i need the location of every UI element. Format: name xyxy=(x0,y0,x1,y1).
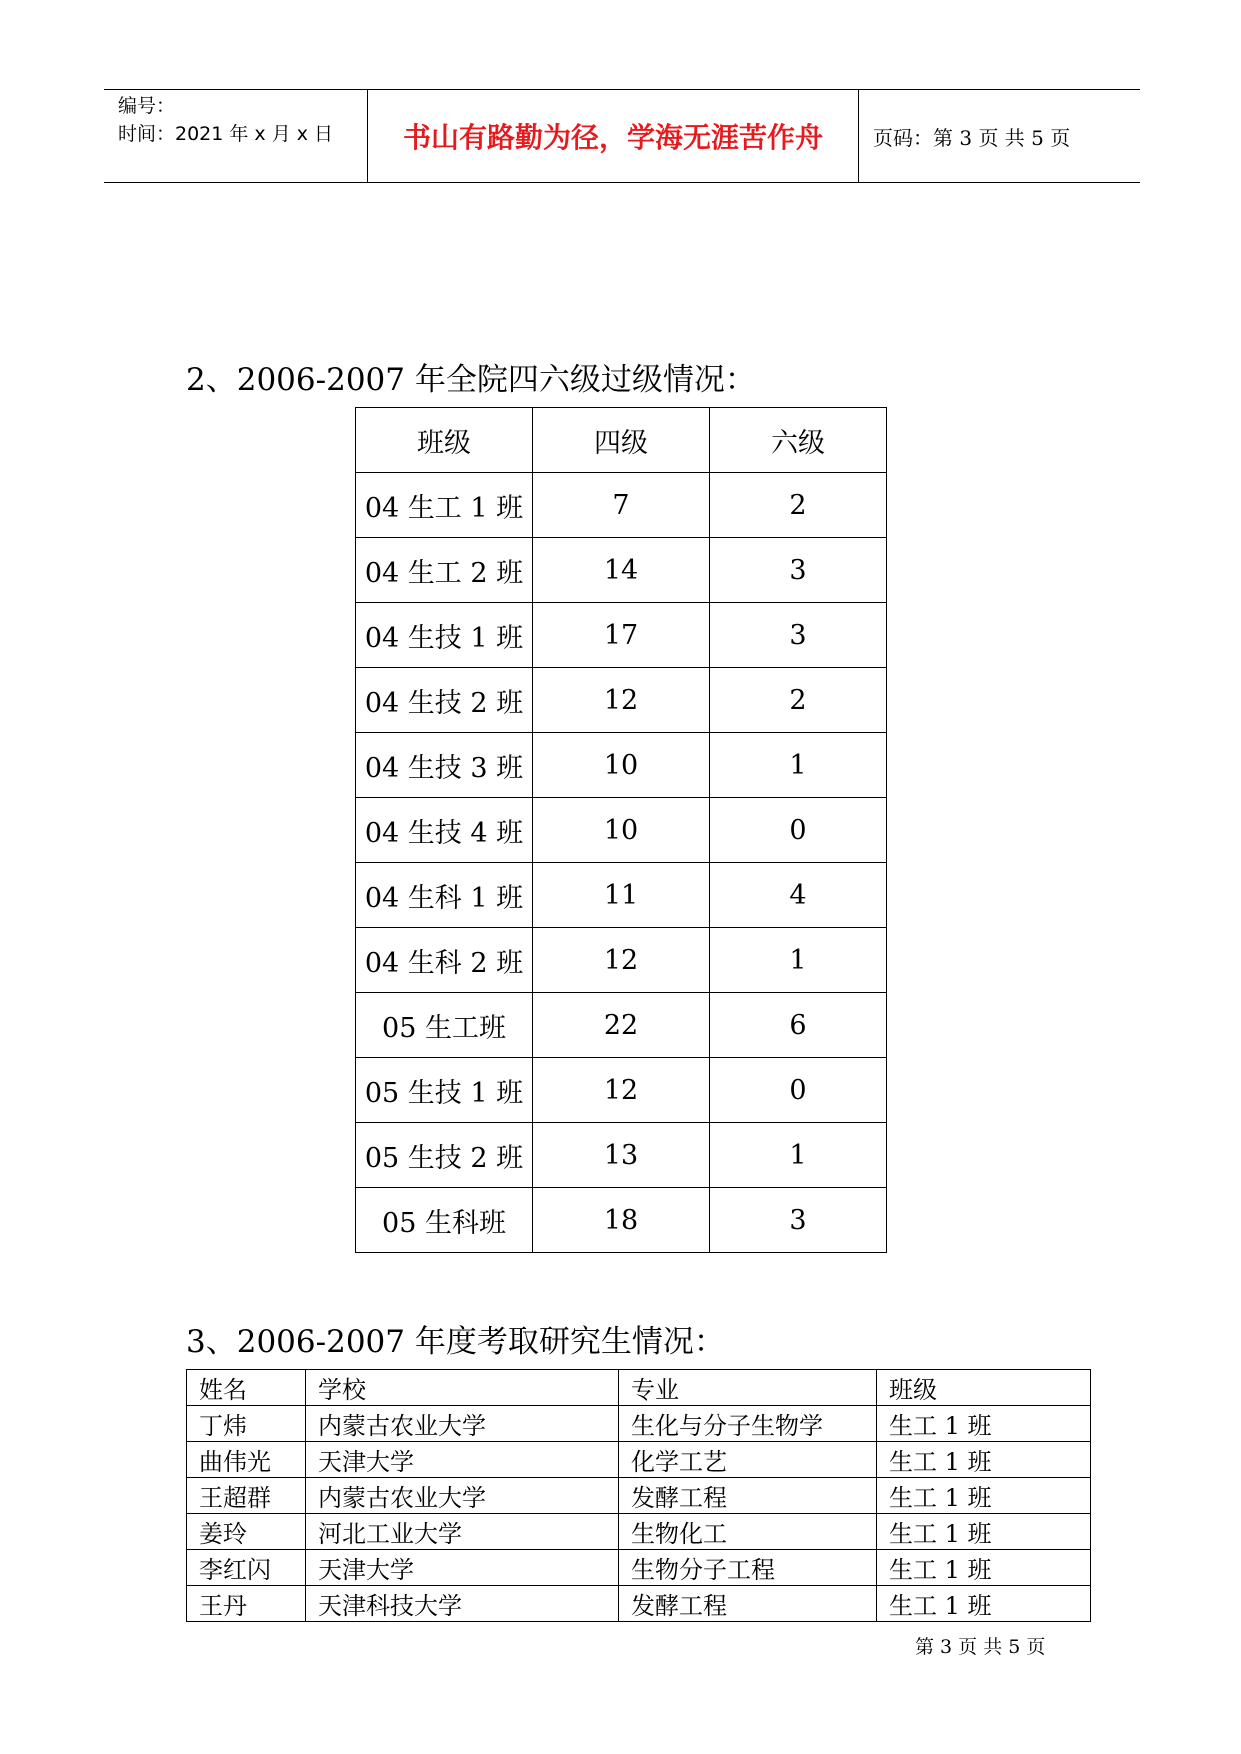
table-row xyxy=(356,733,887,798)
table-cell: 04 生技 3 班 xyxy=(356,733,533,798)
table-cell: 05 生技 1 班 xyxy=(356,1058,533,1123)
table-cell: 发酵工程 xyxy=(619,1586,877,1622)
table-row xyxy=(187,1550,1091,1586)
table-cell: 生物化工 xyxy=(619,1514,877,1550)
table-cell: 2 xyxy=(710,473,887,538)
table-cell: 17 xyxy=(533,603,710,668)
table-cell: 3 xyxy=(710,603,887,668)
table-cell: 2 xyxy=(710,668,887,733)
table-cell: 天津大学 xyxy=(306,1550,619,1586)
table-cell: 1 xyxy=(710,733,887,798)
table-cell: 04 生技 1 班 xyxy=(356,603,533,668)
table-cell: 05 生工班 xyxy=(356,993,533,1058)
table-cell: 0 xyxy=(710,1058,887,1123)
table-row xyxy=(187,1586,1091,1622)
table-cell: 3 xyxy=(710,538,887,603)
table-row xyxy=(356,863,887,928)
time-label: 时间：2021 年 x 月 x 日 xyxy=(118,123,334,145)
table-cell: 王超群 xyxy=(187,1478,306,1514)
header-page-label: 页码：第 3 页 共 5 页 xyxy=(873,125,1071,150)
table-row xyxy=(356,798,887,863)
table-cell: 发酵工程 xyxy=(619,1478,877,1514)
column-header: 六级 xyxy=(710,408,887,473)
table-cell: 18 xyxy=(533,1188,710,1253)
table-cell: 王丹 xyxy=(187,1586,306,1622)
table-cell: 12 xyxy=(533,1058,710,1123)
table-cell: 04 生科 2 班 xyxy=(356,928,533,993)
column-header: 班级 xyxy=(877,1370,1091,1406)
table-cell: 10 xyxy=(533,798,710,863)
table-row xyxy=(187,1478,1091,1514)
table-cell: 10 xyxy=(533,733,710,798)
table-cell: 7 xyxy=(533,473,710,538)
table-cell: 李红闪 xyxy=(187,1550,306,1586)
table-cell: 生物分子工程 xyxy=(619,1550,877,1586)
table-row xyxy=(187,1406,1091,1442)
table-cell: 姜玲 xyxy=(187,1514,306,1550)
header-motto: 书山有路勤为径，学海无涯苦作舟 xyxy=(368,90,859,182)
table-cell: 04 生科 1 班 xyxy=(356,863,533,928)
table-row xyxy=(356,668,887,733)
table-row xyxy=(356,1188,887,1253)
column-header: 四级 xyxy=(533,408,710,473)
cet-pass-table xyxy=(355,407,887,1253)
column-header: 姓名 xyxy=(187,1370,306,1406)
table-cell: 天津大学 xyxy=(306,1442,619,1478)
table-row xyxy=(356,473,887,538)
column-header: 专业 xyxy=(619,1370,877,1406)
table-row xyxy=(187,1514,1091,1550)
table-cell: 生工 1 班 xyxy=(877,1586,1091,1622)
table-cell: 12 xyxy=(533,668,710,733)
table-cell: 12 xyxy=(533,928,710,993)
page-footer: 第 3 页 共 5 页 xyxy=(915,1636,1046,1658)
column-header: 班级 xyxy=(356,408,533,473)
table-cell: 河北工业大学 xyxy=(306,1514,619,1550)
table-cell: 05 生科班 xyxy=(356,1188,533,1253)
serial-label: 编号： xyxy=(118,95,176,117)
table-cell: 生工 1 班 xyxy=(877,1550,1091,1586)
table-cell: 1 xyxy=(710,1123,887,1188)
section2-title: 2、2006-2007 年全院四六级过级情况： xyxy=(186,362,756,398)
table-cell: 生化与分子生物学 xyxy=(619,1406,877,1442)
table-cell: 生工 1 班 xyxy=(877,1442,1091,1478)
table-cell: 04 生工 2 班 xyxy=(356,538,533,603)
table-cell: 化学工艺 xyxy=(619,1442,877,1478)
table-row xyxy=(356,928,887,993)
column-header: 学校 xyxy=(306,1370,619,1406)
header-row xyxy=(187,1370,1091,1406)
table-cell: 3 xyxy=(710,1188,887,1253)
postgraduate-table xyxy=(186,1369,1091,1622)
table-cell: 1 xyxy=(710,928,887,993)
table-cell: 内蒙古农业大学 xyxy=(306,1406,619,1442)
table-cell: 天津科技大学 xyxy=(306,1586,619,1622)
table-cell: 生工 1 班 xyxy=(877,1406,1091,1442)
table-cell: 11 xyxy=(533,863,710,928)
table-cell: 生工 1 班 xyxy=(877,1478,1091,1514)
header-info xyxy=(104,90,368,182)
page-header xyxy=(104,89,1140,183)
table-row xyxy=(356,993,887,1058)
table-cell: 04 生技 4 班 xyxy=(356,798,533,863)
table-row xyxy=(187,1442,1091,1478)
table-cell: 生工 1 班 xyxy=(877,1514,1091,1550)
table-cell: 04 生工 1 班 xyxy=(356,473,533,538)
table-cell: 6 xyxy=(710,993,887,1058)
table-row xyxy=(356,1058,887,1123)
header-row xyxy=(356,408,887,473)
table-cell: 04 生技 2 班 xyxy=(356,668,533,733)
table-cell: 丁炜 xyxy=(187,1406,306,1442)
table-cell: 4 xyxy=(710,863,887,928)
table-row xyxy=(356,538,887,603)
table-cell: 0 xyxy=(710,798,887,863)
table-row xyxy=(356,603,887,668)
table-row xyxy=(356,1123,887,1188)
table-cell: 05 生技 2 班 xyxy=(356,1123,533,1188)
table-cell: 14 xyxy=(533,538,710,603)
table-cell: 13 xyxy=(533,1123,710,1188)
table-cell: 曲伟光 xyxy=(187,1442,306,1478)
section3-title: 3、2006-2007 年度考取研究生情况： xyxy=(186,1324,725,1360)
table-cell: 22 xyxy=(533,993,710,1058)
table-cell: 内蒙古农业大学 xyxy=(306,1478,619,1514)
